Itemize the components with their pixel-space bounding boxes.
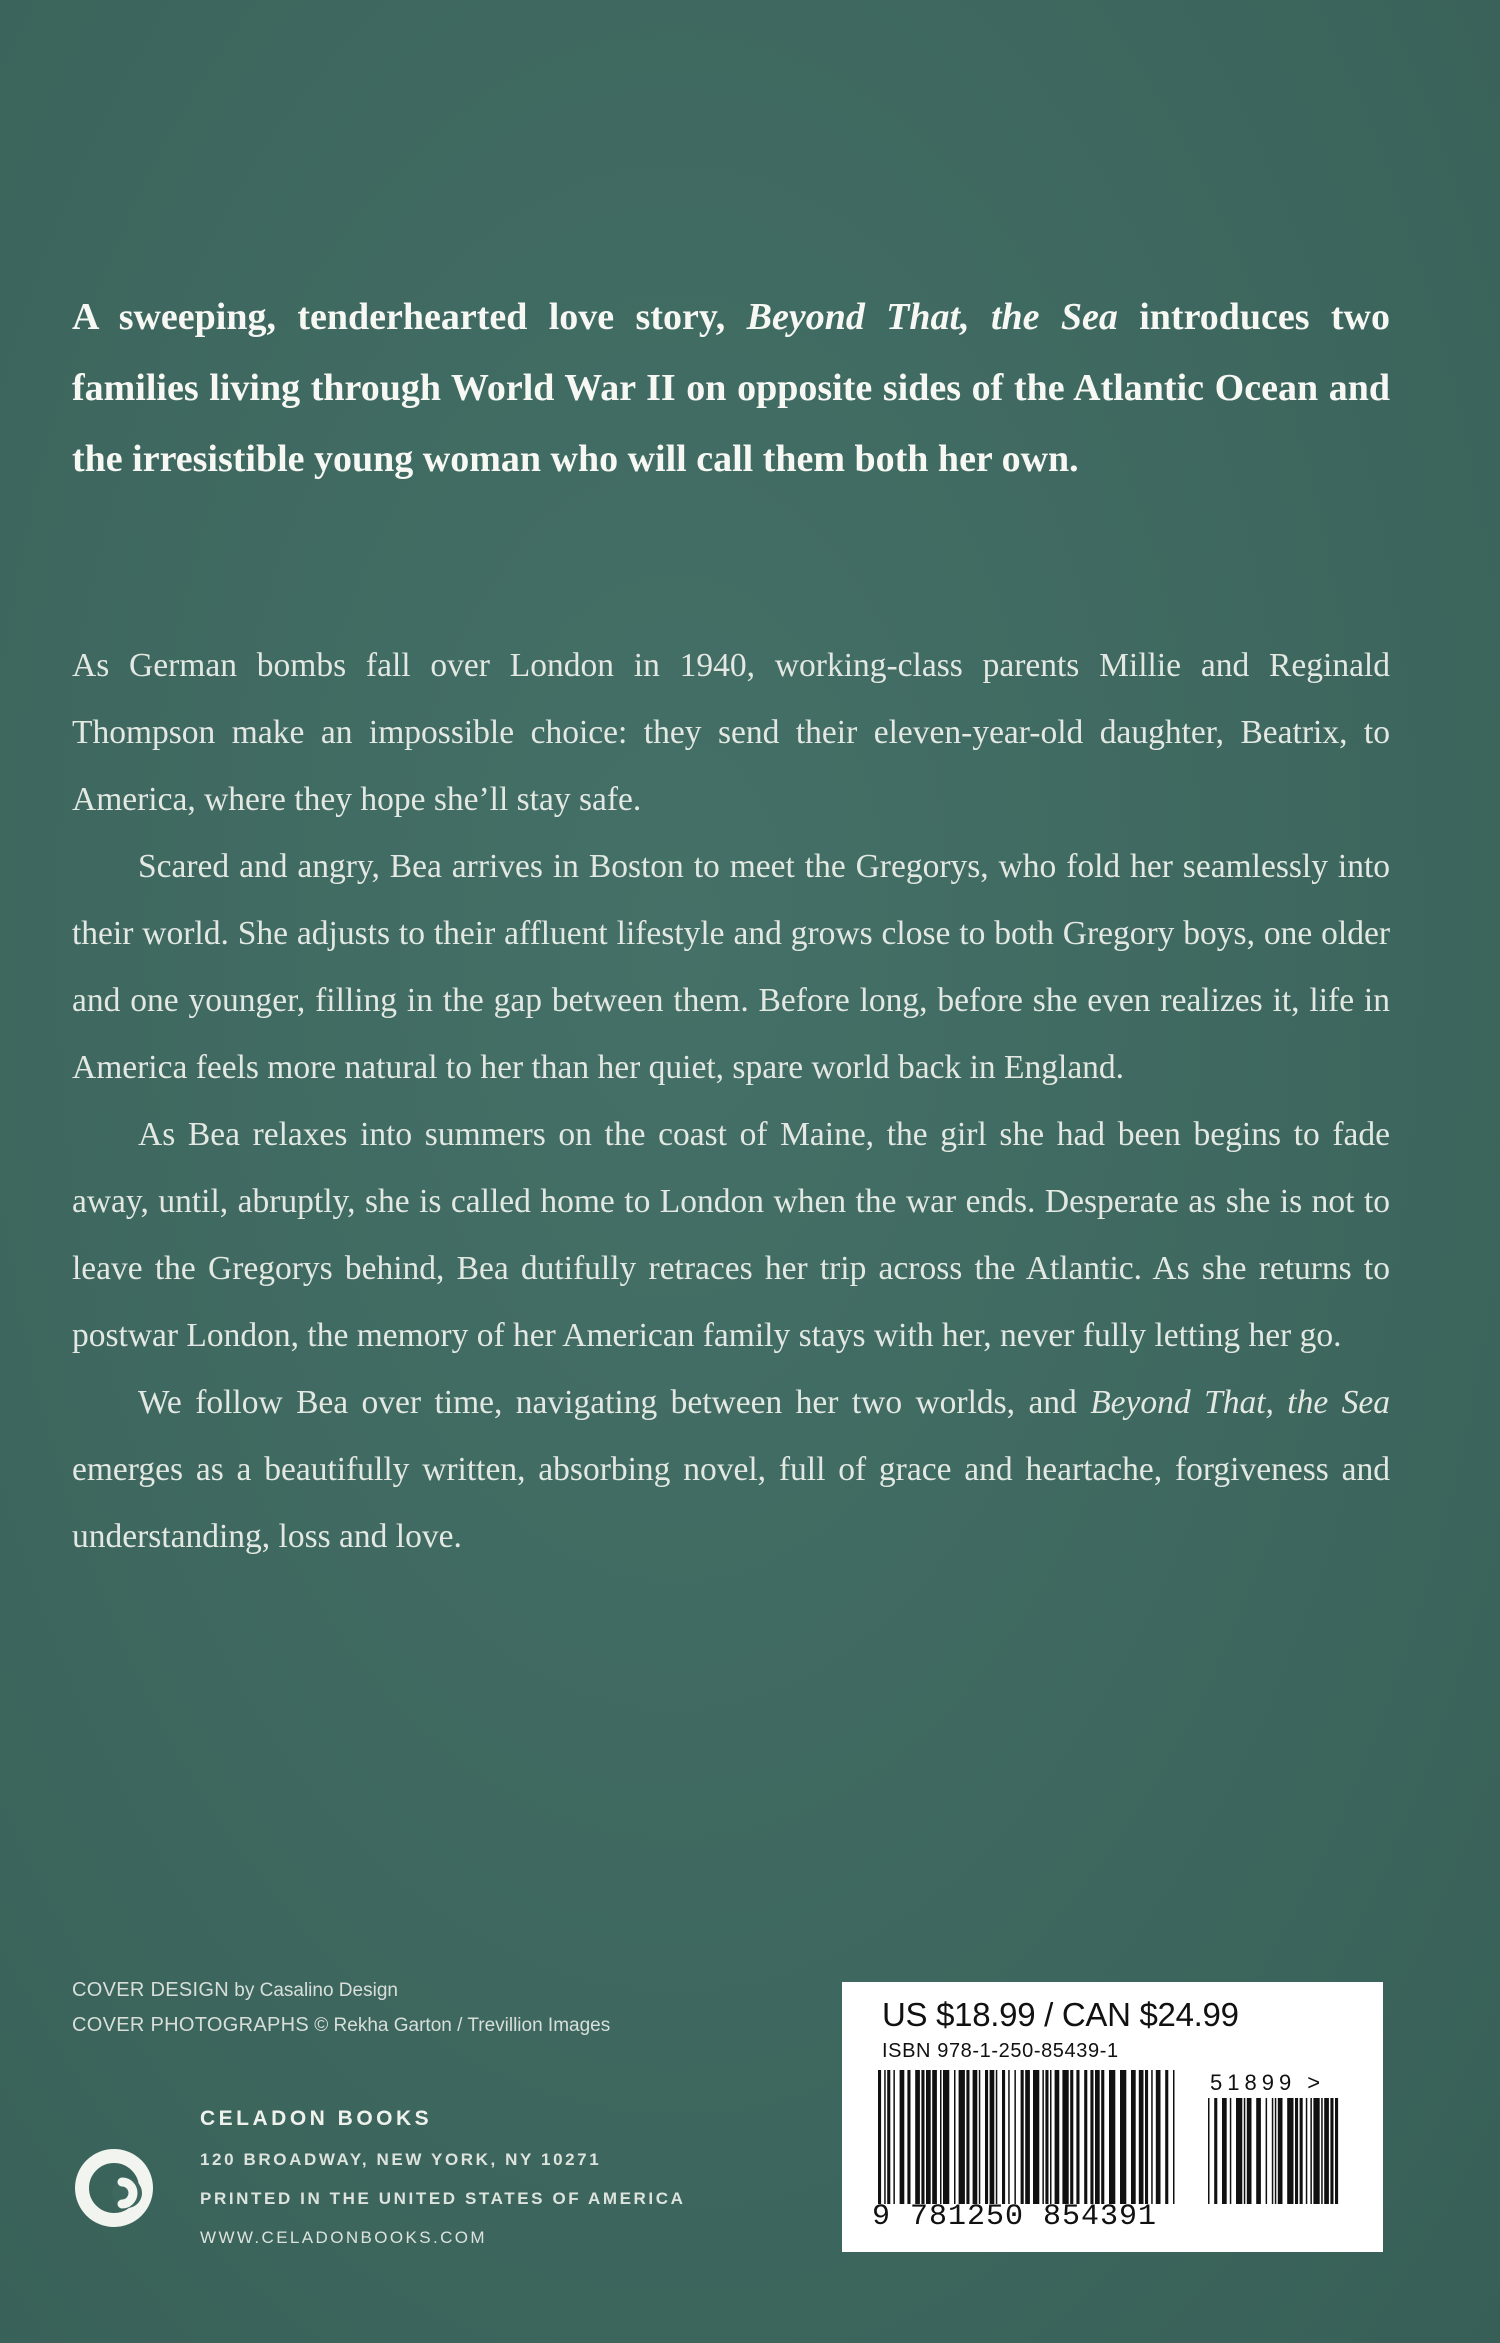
description-p4-after: emerges as a beautifully written, absorbing novel, full of grace and heartache, forgiveness and understanding, loss and love. bbox=[72, 1451, 1390, 1555]
blurb-text-before: A sweeping, tenderhearted love story, bbox=[72, 296, 747, 338]
blurb-text-after: introduces two families living through World War II on opposite sides of the Atlantic Ocean and the irresistible young woman who will call them both her own. bbox=[72, 296, 1390, 480]
tagline-blurb bbox=[72, 282, 1390, 495]
isbn-label: ISBN 978-1-250-85439-1 bbox=[882, 2040, 1119, 2062]
blurb-book-title: Beyond That, the Sea bbox=[746, 296, 1118, 338]
cover-design-label: COVER DESIGN bbox=[72, 1979, 229, 2001]
cover-design-by: by Casalino Design bbox=[228, 1980, 398, 2001]
cover-photo-credit bbox=[72, 2008, 672, 2043]
price-addon-digits: 51899 > bbox=[1210, 2070, 1326, 2095]
book-description bbox=[72, 632, 1390, 1570]
celadon-logo-icon bbox=[72, 2146, 156, 2230]
description-paragraph-1: As German bombs fall over London in 1940, working-class parents Millie and Reginald Thompson make an impossible choice: they send their eleven-year-old daughter, Beatrix, to America, where they hope she’ll stay safe. bbox=[72, 647, 1390, 818]
publisher-name: CELADON BOOKS bbox=[200, 2107, 433, 2130]
printed-in: PRINTED IN THE UNITED STATES OF AMERICA bbox=[200, 2189, 686, 2208]
description-paragraph-2: Scared and angry, Bea arrives in Boston to meet the Gregorys, who fold her seamlessly into their world. She adjusts to their affluent lifestyle and grows close to both Gregory boys, one older and one younger, filling in the gap between them. Before long, before she even realizes it, life in America feels more natural to her than her quiet, spare world back in England. bbox=[72, 848, 1390, 1086]
barcode-digits: 9 781250 854391 bbox=[872, 2200, 1158, 2234]
publisher-address: 120 BROADWAY, NEW YORK, NY 10271 bbox=[200, 2150, 602, 2169]
barcode-panel bbox=[842, 1982, 1383, 2252]
cover-credits bbox=[72, 1973, 672, 2043]
publisher-website: WWW.CELADONBOOKS.COM bbox=[200, 2228, 487, 2247]
description-p4-title: Beyond That, the Sea bbox=[1090, 1384, 1390, 1421]
cover-photo-label: COVER PHOTOGRAPHS bbox=[72, 2014, 309, 2036]
description-p4-before: We follow Bea over time, navigating between her two worlds, and bbox=[138, 1384, 1091, 1421]
price-label: US $18.99 / CAN $24.99 bbox=[882, 1996, 1239, 2033]
description-paragraph-3: As Bea relaxes into summers on the coast of Maine, the girl she had been begins to fade away, until, abruptly, she is called home to London when the war ends. Desperate as she is not to leave the Gregorys behind, Bea dutifully retraces her trip across the Atlantic. As she returns to postwar London, the memory of her American family stays with her, never fully letting her go. bbox=[72, 1116, 1390, 1354]
cover-photo-by: © Rekha Garton / Trevillion Images bbox=[309, 2015, 611, 2036]
description-paragraph-4 bbox=[72, 1369, 1390, 1570]
cover-design-credit bbox=[72, 1973, 672, 2008]
publisher-block bbox=[72, 2098, 792, 2248]
